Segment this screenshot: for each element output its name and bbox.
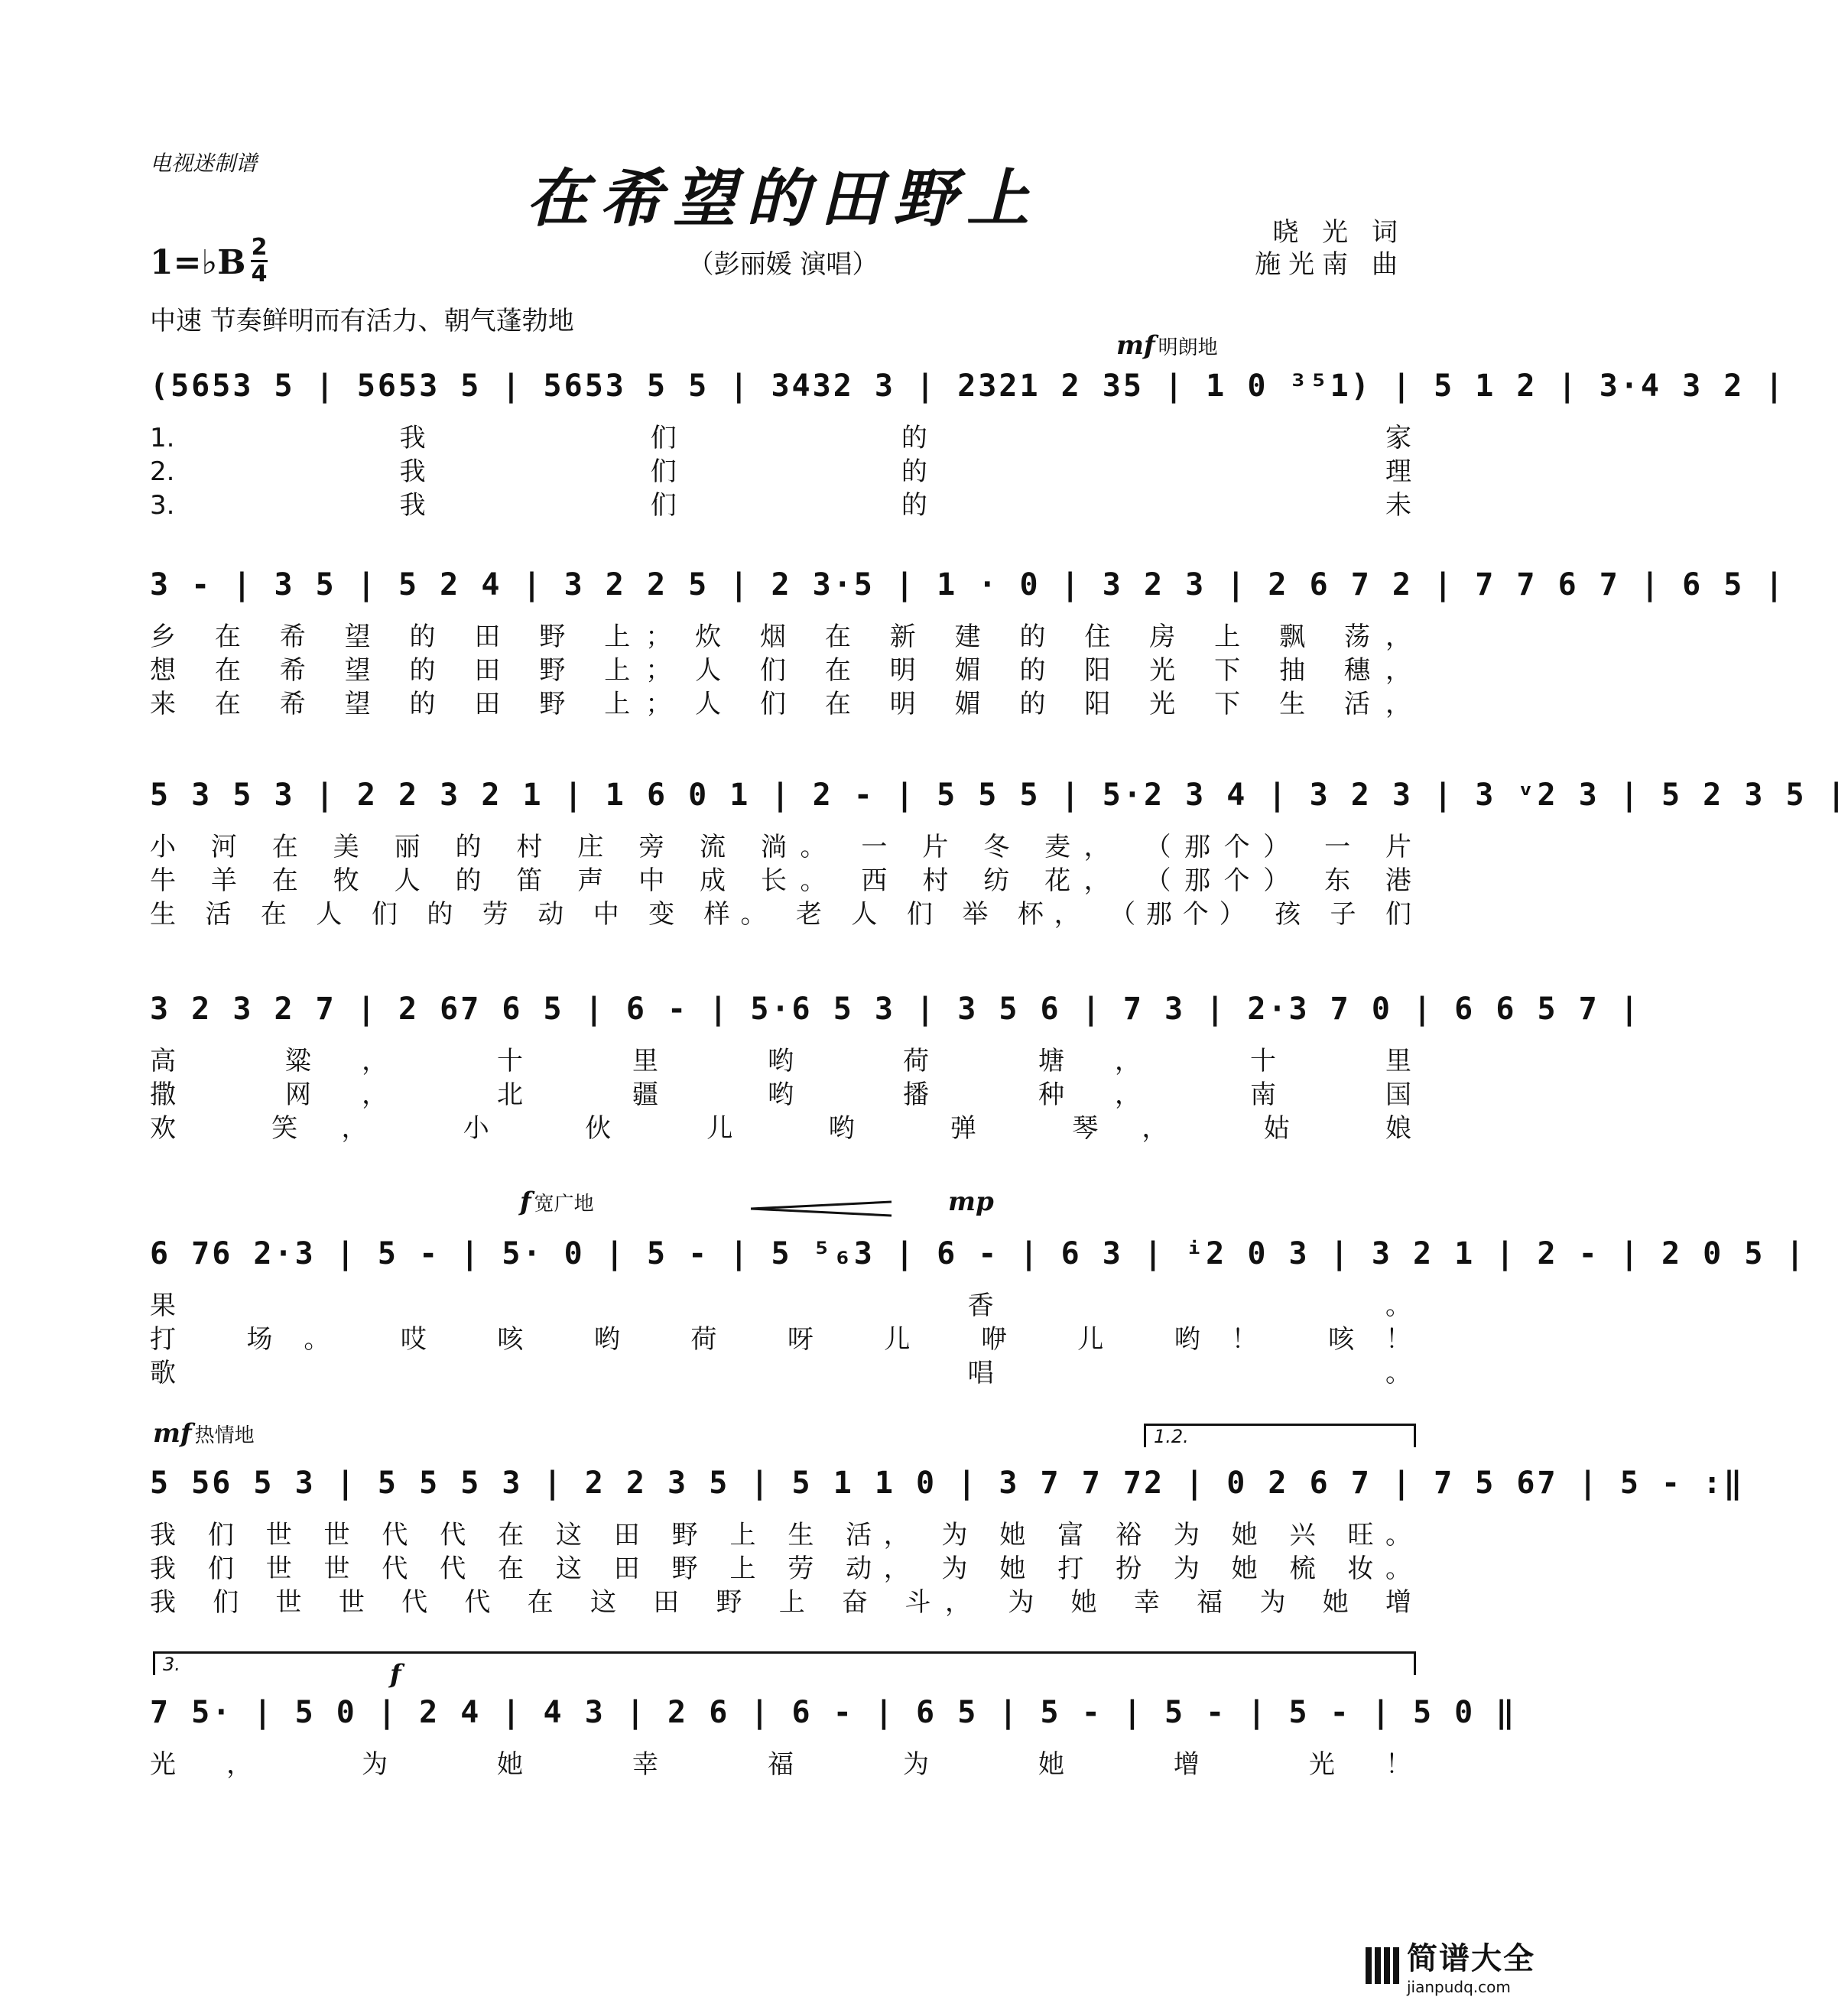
- lyricist: 晓 光 词: [1272, 217, 1405, 248]
- volta-3: 3.: [153, 1651, 1416, 1675]
- notation-notes: 3 - | 3 5 | 5 2 4 | 3 2 2 5 | 2 3·5 | 1 · 0 | 3 2 3 | 2 6 7 2 | 7 7 6 7 | 6 5 |: [150, 567, 1786, 602]
- lyrics-block: [150, 1748, 1411, 1781]
- lyric-line: 乡 在 希 望 的 田 野 上； 炊 烟 在 新 建 的 住 房 上 飘 荡，: [150, 622, 1411, 652]
- notation-row: [150, 765, 1848, 826]
- lyric-line: 1.我们的 家: [150, 423, 1411, 453]
- lyric-line: 果 香。: [150, 1291, 1411, 1321]
- lyric-line: 我 们 世 世 代 代 在 这 田 野 上 生 活， 为 她 富 裕 为 她 兴 旺。: [150, 1520, 1411, 1550]
- lyric-line: 光， 为 她 幸 福 为 她 增 光！: [150, 1749, 1411, 1780]
- lyric-line: 想 在 希 望 的 田 野 上； 人 们 在 明 媚 的 阳 光 下 抽 穗，: [150, 655, 1411, 686]
- time-signature: [251, 234, 268, 287]
- performer-subtitle: （彭丽媛 演唱）: [687, 249, 879, 280]
- lyric-line: 我 们 世 世 代 代 在 这 田 野 上 劳 动， 为 她 打 扮 为 她 梳 妆。: [150, 1554, 1411, 1584]
- lyrics-block: [150, 1289, 1411, 1390]
- lyrics-block: [150, 1044, 1411, 1145]
- lyrics-block: [150, 830, 1411, 931]
- composer: 施光南 曲: [1255, 249, 1405, 280]
- notation-notes: 5 3 5 3 | 2 2 3 2 1 | 1 6 0 1 | 2 - | 5 5 5 | 5·2 3 4 | 3 2 3 | 3 ᵛ2 3 | 5 2 3 5 |: [150, 778, 1848, 813]
- volta-1-2: 1.2.: [1144, 1424, 1416, 1447]
- logo-text: 简谱大全: [1407, 1941, 1535, 1976]
- song-title: 在希望的田野上: [526, 162, 1040, 235]
- lyric-line: 高 粱， 十 里 哟 荷 塘， 十 里: [150, 1046, 1411, 1076]
- lyric-line: 小 河 在 美 丽 的 村 庄 旁 流 淌。 一 片 冬 麦， （那个） 一 片: [150, 832, 1411, 862]
- notation-notes: 7 5· | 5 0 | 2 4 | 4 3 | 2 6 | 6 - | 6 5 | 5 - | 5 - | 5 - | 5 0 ‖: [150, 1695, 1517, 1730]
- notation-notes: (5653 5 | 5653 5 | 5653 5 5 | 3432 3 | 2321 2 35 | 1 0 ³⁵1) | 5 1 2 | 3·4 3 2 |: [150, 369, 1786, 404]
- maker-credit: 电视迷制谱: [150, 151, 258, 176]
- notation-row: [150, 554, 1786, 615]
- notation-row: [150, 356, 1786, 417]
- crescendo-hairpin: [749, 1200, 895, 1220]
- logo-url: jianpudq.com: [1407, 1978, 1511, 1996]
- notation-notes: 6 76 2·3 | 5 - | 5· 0 | 5 - | 5 ⁵₆3 | 6 - | 6 3 | ⁱ2 0 3 | 3 2 1 | 2 - | 2 0 5 |: [150, 1236, 1807, 1271]
- lyric-line: 歌 唱。: [150, 1358, 1411, 1388]
- lyric-line: 打 场。 哎 咳 哟 荷 呀 儿 咿 儿 哟！ 咳！: [150, 1324, 1411, 1355]
- dynamic-f-1: f 宽广地: [520, 1187, 594, 1217]
- lyric-line: 生 活 在 人 们 的 劳 动 中 变 样。 老 人 们 举 杯， （那个） 孩 子 们: [150, 899, 1411, 930]
- notation-row: [150, 1453, 1745, 1514]
- lyric-line: 我 们 世 世 代 代 在 这 田 野 上 奋 斗， 为 她 幸 福 为 她 增: [150, 1587, 1411, 1618]
- lyric-line: 来 在 希 望 的 田 野 上； 人 们 在 明 媚 的 阳 光 下 生 活，: [150, 689, 1411, 719]
- site-logo: [1366, 1934, 1535, 1996]
- key-signature: 1=♭B: [150, 243, 246, 282]
- piano-icon: [1366, 1947, 1399, 1984]
- notation-notes: 3 2 3 2 7 | 2 67 6 5 | 6 - | 5·6 5 3 | 3 5 6 | 7 3 | 2·3 7 0 | 6 6 5 7 |: [150, 992, 1641, 1027]
- lyric-line: 2.我们的 理: [150, 456, 1411, 487]
- lyric-line: 3.我们的 未: [150, 490, 1411, 521]
- lyric-line: 撒 网， 北 疆 哟 播 种， 南 国: [150, 1080, 1411, 1110]
- tempo-marking: 中速 节奏鲜明而有活力、朝气蓬勃地: [150, 306, 574, 336]
- notation-notes: 5 56 5 3 | 5 5 5 3 | 2 2 3 5 | 5 1 1 0 | 3 7 7 72 | 0 2 6 7 | 7 5 67 | 5 - :‖: [150, 1466, 1745, 1501]
- lyric-line: 欢 笑， 小 伙 儿 哟 弹 琴， 姑 娘: [150, 1113, 1411, 1144]
- lyrics-block: [150, 620, 1411, 721]
- lyric-line: 牛 羊 在 牧 人 的 笛 声 中 成 长。 西 村 纺 花， （那个） 东 港: [150, 865, 1411, 896]
- dynamic-f-2: f: [390, 1659, 401, 1690]
- notation-row: [150, 1682, 1517, 1743]
- time-top: 2: [251, 234, 268, 261]
- lyrics-block: [150, 421, 1411, 522]
- notation-row: [150, 979, 1641, 1040]
- time-bottom: 4: [251, 261, 268, 287]
- dynamic-mp: mp: [948, 1187, 994, 1217]
- dynamic-mf-2: mf 热情地: [153, 1418, 255, 1449]
- lyrics-block: [150, 1518, 1411, 1619]
- dynamic-mf-1: mf 明朗地: [1116, 330, 1218, 361]
- notation-row: [150, 1223, 1807, 1284]
